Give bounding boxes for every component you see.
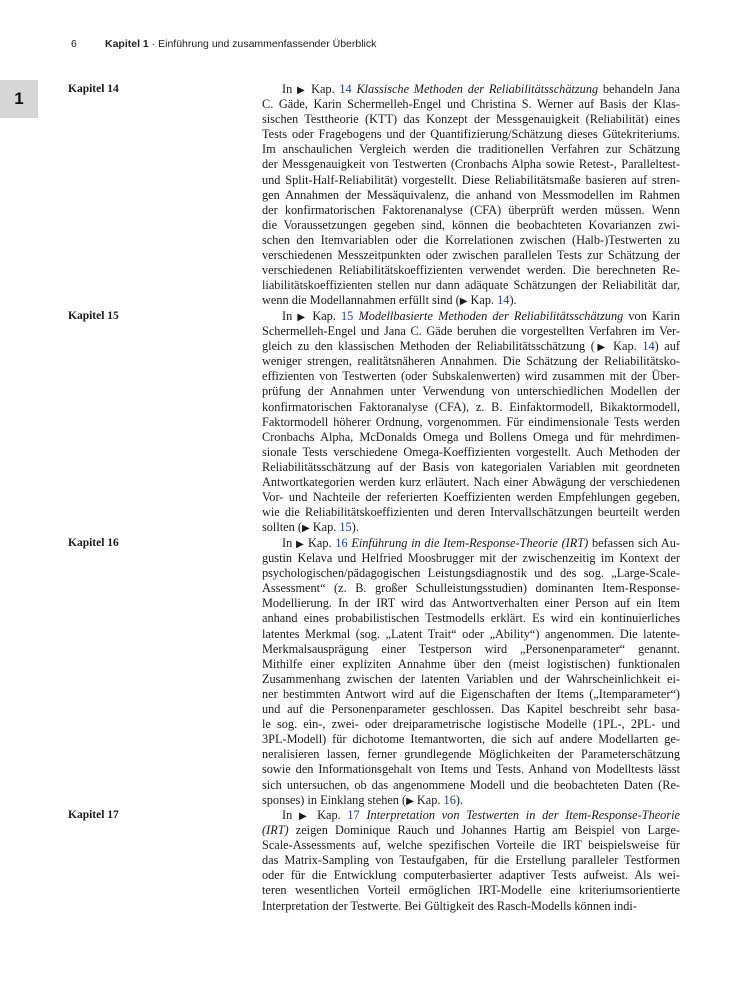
text-run: liabilitätskoeffizienten stellen nur dann adäquate Schätzungen der Reliabilität dar,: [262, 278, 680, 293]
text-run: Schermelleh-Engel und Jana C. Gäde beruhen die vorgestellten Verfahren im Ver-: [262, 324, 680, 339]
text-line: [262, 868, 680, 883]
text-run: befassen sich Au-: [588, 536, 680, 550]
text-run: latentes Merkmal (sog. „Latent Trait“ oder „Ability“) angenommen. Die latente-: [262, 626, 680, 641]
text-run: Kap.: [307, 309, 342, 323]
text-line: [262, 460, 680, 475]
text-line: [262, 520, 680, 535]
text-run: konfirmatorischen Faktoranalyse (CFA), z. B. Einfaktormodell, Bikaktormodell,: [262, 399, 680, 414]
section-body: [262, 808, 680, 914]
section-body: [262, 82, 680, 308]
text-run: der Messgenauigkeit von Testwerten (Cronbachs Alpha sowie Retest-, Paralleltest-: [262, 157, 680, 172]
chapter-title: Klassische Methoden der Reliabilitätsschätzung: [356, 82, 599, 96]
chapter-link[interactable]: 17: [347, 808, 360, 822]
text-run: Vor- und Nachteile der referierten Koeffizienten werden Empfehlungen gegeben,: [262, 490, 680, 505]
text-line: [262, 142, 680, 157]
text-run: sponses) in Einklang stehen (: [262, 792, 407, 807]
header-chapter-title: Einführung und zusammenfassender Überblick: [158, 38, 377, 50]
text-run: Kap.: [304, 536, 336, 550]
text-run: Cronbachs Alpha, McDonalds Omega und Bollens Omega und für mehrdimen-: [262, 429, 680, 444]
text-run: Kap.: [607, 339, 643, 354]
text-run: behandeln Jana: [598, 82, 680, 96]
header-separator: ·: [148, 38, 159, 50]
text-run: ).: [351, 520, 359, 535]
text-line: [262, 536, 680, 551]
text-run: Antwortkategorien werden kurz erläutert. Nach einer Abwägung der verschiedenen: [262, 475, 680, 490]
text-run: sich untersuchen, ob das angenommene Modell und die beobachteten Daten (Re-: [262, 777, 680, 792]
text-run: le sog. ein-, zwei- oder dreiparametrische logistische Modelle (1PL-, 2PL- und: [262, 717, 680, 732]
section-body: [262, 536, 680, 808]
text-run: Zusammenhang zwischen der latenten Variablen und der Wahrscheinlichkeit ei-: [262, 671, 680, 686]
text-line: [262, 657, 680, 672]
text-line: [262, 400, 680, 415]
text-line: [262, 672, 680, 687]
text-run: sionale Tests verschiedene Omega-Koeffizienten vorgestellt. Auch Methoden der: [262, 444, 680, 459]
text-line: [262, 596, 680, 611]
chapter-link[interactable]: 16: [443, 792, 456, 807]
text-run: teren wesentlichen Vorteil ermöglichen IRT-Modelle eine kriteriumsorientierte: [262, 883, 680, 898]
text-line: [262, 415, 680, 430]
chapter-link[interactable]: 14: [642, 339, 655, 354]
text-line: [262, 112, 680, 127]
text-line: [262, 778, 680, 793]
text-line: [262, 445, 680, 460]
text-run: psychologischen/pädagogischen Leistungsdiagnostik und des sog. „Large-Scale-: [262, 566, 680, 581]
text-line: [262, 278, 680, 293]
text-line: [262, 203, 680, 218]
text-line: [262, 627, 680, 642]
text-run: und auf die Personenparameter geschlossen. Das Kapitel beschreibt sehr basa-: [262, 702, 680, 717]
text-line: [262, 566, 680, 581]
text-line: [262, 687, 680, 702]
chapter-tab: 1: [0, 80, 38, 118]
text-run: wie die Reliabilitätskoeffizienten und deren Intervallschätzungen beurteilt werden: [262, 505, 680, 520]
text-line: [262, 324, 680, 339]
text-run: Assessment“ (z. B. großer Schulleistungsstudien) dominanten Item-Response-: [262, 581, 680, 596]
text-line: [262, 762, 680, 777]
page-number: 6: [71, 38, 77, 50]
section-body: [262, 309, 680, 535]
text-run: zeigen Dominique Rauch und Johannes Hartig am Beispiel von Large-: [288, 823, 680, 838]
text-line: [262, 293, 680, 308]
text-run: ).: [455, 792, 464, 807]
arrow-icon: ▶: [295, 539, 305, 550]
chapter-title: Einführung in die Item-Response-Theorie (IRT): [351, 536, 589, 550]
text-run: Kap.: [306, 82, 340, 96]
chapter-link[interactable]: 16: [335, 536, 348, 550]
section-label: Kapitel 16: [68, 537, 119, 549]
text-line: [262, 642, 680, 657]
text-run: prüfung der Annahmen unter Verwendung von unterschiedlichen Modellen der: [262, 384, 680, 399]
arrow-icon: ▶: [406, 795, 414, 807]
text-line: [262, 309, 680, 324]
chapter-title: Interpretation von Testwerten in der Item-Response-Theorie: [366, 808, 680, 822]
text-run: In: [282, 808, 299, 822]
section-label: Kapitel 15: [68, 310, 119, 322]
text-run: sischen Testtheorie (KTT) das Konzept der Messgenauigkeit (Reliabilität) eines: [262, 112, 680, 127]
text-line: [262, 82, 680, 97]
arrow-icon: ▶: [299, 811, 311, 822]
text-run: In: [282, 536, 296, 550]
chapter-link[interactable]: 15: [339, 520, 352, 535]
text-line: [262, 823, 680, 838]
text-run: neralisieren lassen, ferner grundlegende Möglichkeiten der Parameterschätzung: [262, 747, 680, 762]
arrow-icon: ▶: [594, 342, 608, 354]
text-run: ).: [509, 293, 517, 308]
text-run: von Karin: [623, 309, 680, 323]
arrow-icon: ▶: [297, 312, 308, 323]
text-run: Kap.: [467, 293, 498, 308]
text-line: [262, 369, 680, 384]
text-run: C. Gäde, Karin Schermelleh-Engel und Christina S. Werner auf Basis der Klas-: [262, 97, 680, 112]
text-run: sowie den Informationsgehalt von Items und Tests. Anhand von Modelltests lässt: [262, 762, 680, 777]
text-run: ner bestimmten Antwort wird auf die Eigenschaften der Items („Itemparameter“): [262, 686, 680, 701]
text-line: [262, 732, 680, 747]
text-line: [262, 354, 680, 369]
text-run: Reliabilitätsschätzung auf der Basis von kategorialen Variablen mit geordneten: [262, 459, 680, 474]
text-line: [262, 157, 680, 172]
text-line: [262, 173, 680, 188]
text-line: [262, 475, 680, 490]
text-line: [262, 808, 680, 823]
text-line: [262, 339, 680, 354]
text-run: gleich zu den klassischen Methoden der Reliabilitätsschätzung (: [262, 339, 595, 354]
text-line: [262, 384, 680, 399]
text-run: sollten (: [262, 520, 302, 535]
text-run: Im anschaulichen Vergleich werden die traditionellen Verfahren zur Schätzung: [262, 142, 680, 157]
text-line: [262, 127, 680, 142]
chapter-link[interactable]: 15: [341, 309, 354, 323]
text-line: [262, 248, 680, 263]
text-run: und Split-Half-Reliabilität) vorgestellt. Diese Reliabilitätsmaße basieren auf stren-: [262, 172, 680, 187]
text-run: Scale-Assessments auf, welche spezifischen Vorteile die IRT beispielsweise für: [262, 838, 680, 853]
text-line: [262, 883, 680, 898]
text-run: Merkmalsausprägung einer Testperson wird „Personenparameter“ genannt.: [262, 641, 680, 656]
text-run: Tests oder Fragebogens und der Quantifizierung/Schätzung dieses Gütekriteriums.: [262, 127, 680, 142]
text-run: gen Annahmen der Messäquivalenz, die anhand von Messmodellen im Rahmen: [262, 187, 680, 202]
text-line: [262, 263, 680, 278]
text-run: verschiedenen Reliabilitätskoeffizienten verwendet werden. Die berechneten Re-: [262, 263, 680, 278]
text-line: [262, 218, 680, 233]
chapter-link[interactable]: 14: [497, 293, 510, 308]
chapter-title: Modellbasierte Methoden der Reliabilitätsschätzung: [358, 309, 624, 323]
text-line: [262, 838, 680, 853]
text-line: [262, 505, 680, 520]
text-run: effizienten von Testwerten (oder Subskalenwerten) wird zusammen mit der Über-: [262, 369, 680, 384]
text-run: In: [282, 82, 297, 96]
text-run: Kap.: [413, 792, 444, 807]
section-label: Kapitel 17: [68, 809, 119, 821]
chapter-link[interactable]: 14: [339, 82, 352, 96]
text-run: oder für die Entwicklung computerbasierter adaptiver Tests aufweist. Als wei-: [262, 868, 680, 883]
text-run: Kap.: [310, 808, 348, 822]
text-run: Kap.: [309, 520, 340, 535]
text-run: weniger strengen, realitätsnäheren Annahmen. Die Schätzung der Reliabilitätsko-: [262, 354, 680, 369]
text-line: [262, 581, 680, 596]
text-run: Mithilfe einer expliziten Annahme über den (meist logistischen) funktionalen: [262, 656, 680, 671]
running-header: [71, 38, 376, 50]
text-line: [262, 717, 680, 732]
text-run: In: [282, 309, 298, 323]
text-run: anhand eines probabilistischen Testmodells erklärt. Es wird ein kontinuierliches: [262, 611, 680, 626]
text-run: 3PL-Modell) für dichotome Itemantworten, die sich auf andere Modellarten ge-: [262, 732, 680, 747]
text-line: [262, 430, 680, 445]
text-line: [262, 899, 680, 914]
text-run: der konfirmatorischen Faktorenanalyse (CFA) überprüft werden müssen. Wenn: [262, 202, 680, 217]
text-line: [262, 188, 680, 203]
text-run: schen den Itemvariablen oder die Korrelationen zwischen (Halb-)Testwerten zu: [262, 232, 680, 247]
arrow-icon: ▶: [296, 85, 307, 96]
text-line: [262, 747, 680, 762]
text-run: ) auf: [654, 339, 680, 354]
arrow-icon: ▶: [459, 296, 468, 308]
text-run: die Voraussetzungen gegeben sind, können die beobachteten Kovarianzen zwi-: [262, 217, 680, 232]
text-run: das Matrix-Sampling von Testaufgaben, für die Erstellung paralleler Testformen: [262, 853, 680, 868]
text-run: gustin Kelava und Helfried Moosbrugger mit der zwischenzeitig im Kontext der: [262, 551, 680, 566]
text-run: verschiedenen Messzeitpunkten oder zwischen parallelen Tests zur Schätzung der: [262, 248, 680, 263]
text-line: [262, 702, 680, 717]
text-run: wenn die Modellannahmen erfüllt sind (: [262, 293, 460, 308]
arrow-icon: ▶: [301, 523, 310, 535]
text-line: [262, 551, 680, 566]
text-line: [262, 793, 680, 808]
text-run: Modellierung. In der IRT wird das Antwortverhalten einer Person auf ein Item: [262, 596, 680, 611]
text-run: Faktormodell höherer Ordnung, vorgenommen. Für eindimensionale Tests werden: [262, 414, 680, 429]
text-run: Interpretation der Testwerte. Bei Gültigkeit des Rasch-Modells können indi-: [262, 898, 637, 913]
header-chapter: Kapitel 1: [105, 38, 149, 50]
text-line: [262, 233, 680, 248]
text-line: [262, 97, 680, 112]
chapter-title: (IRT): [262, 823, 289, 838]
text-line: [262, 853, 680, 868]
text-line: [262, 490, 680, 505]
text-line: [262, 611, 680, 626]
section-label: Kapitel 14: [68, 83, 119, 95]
